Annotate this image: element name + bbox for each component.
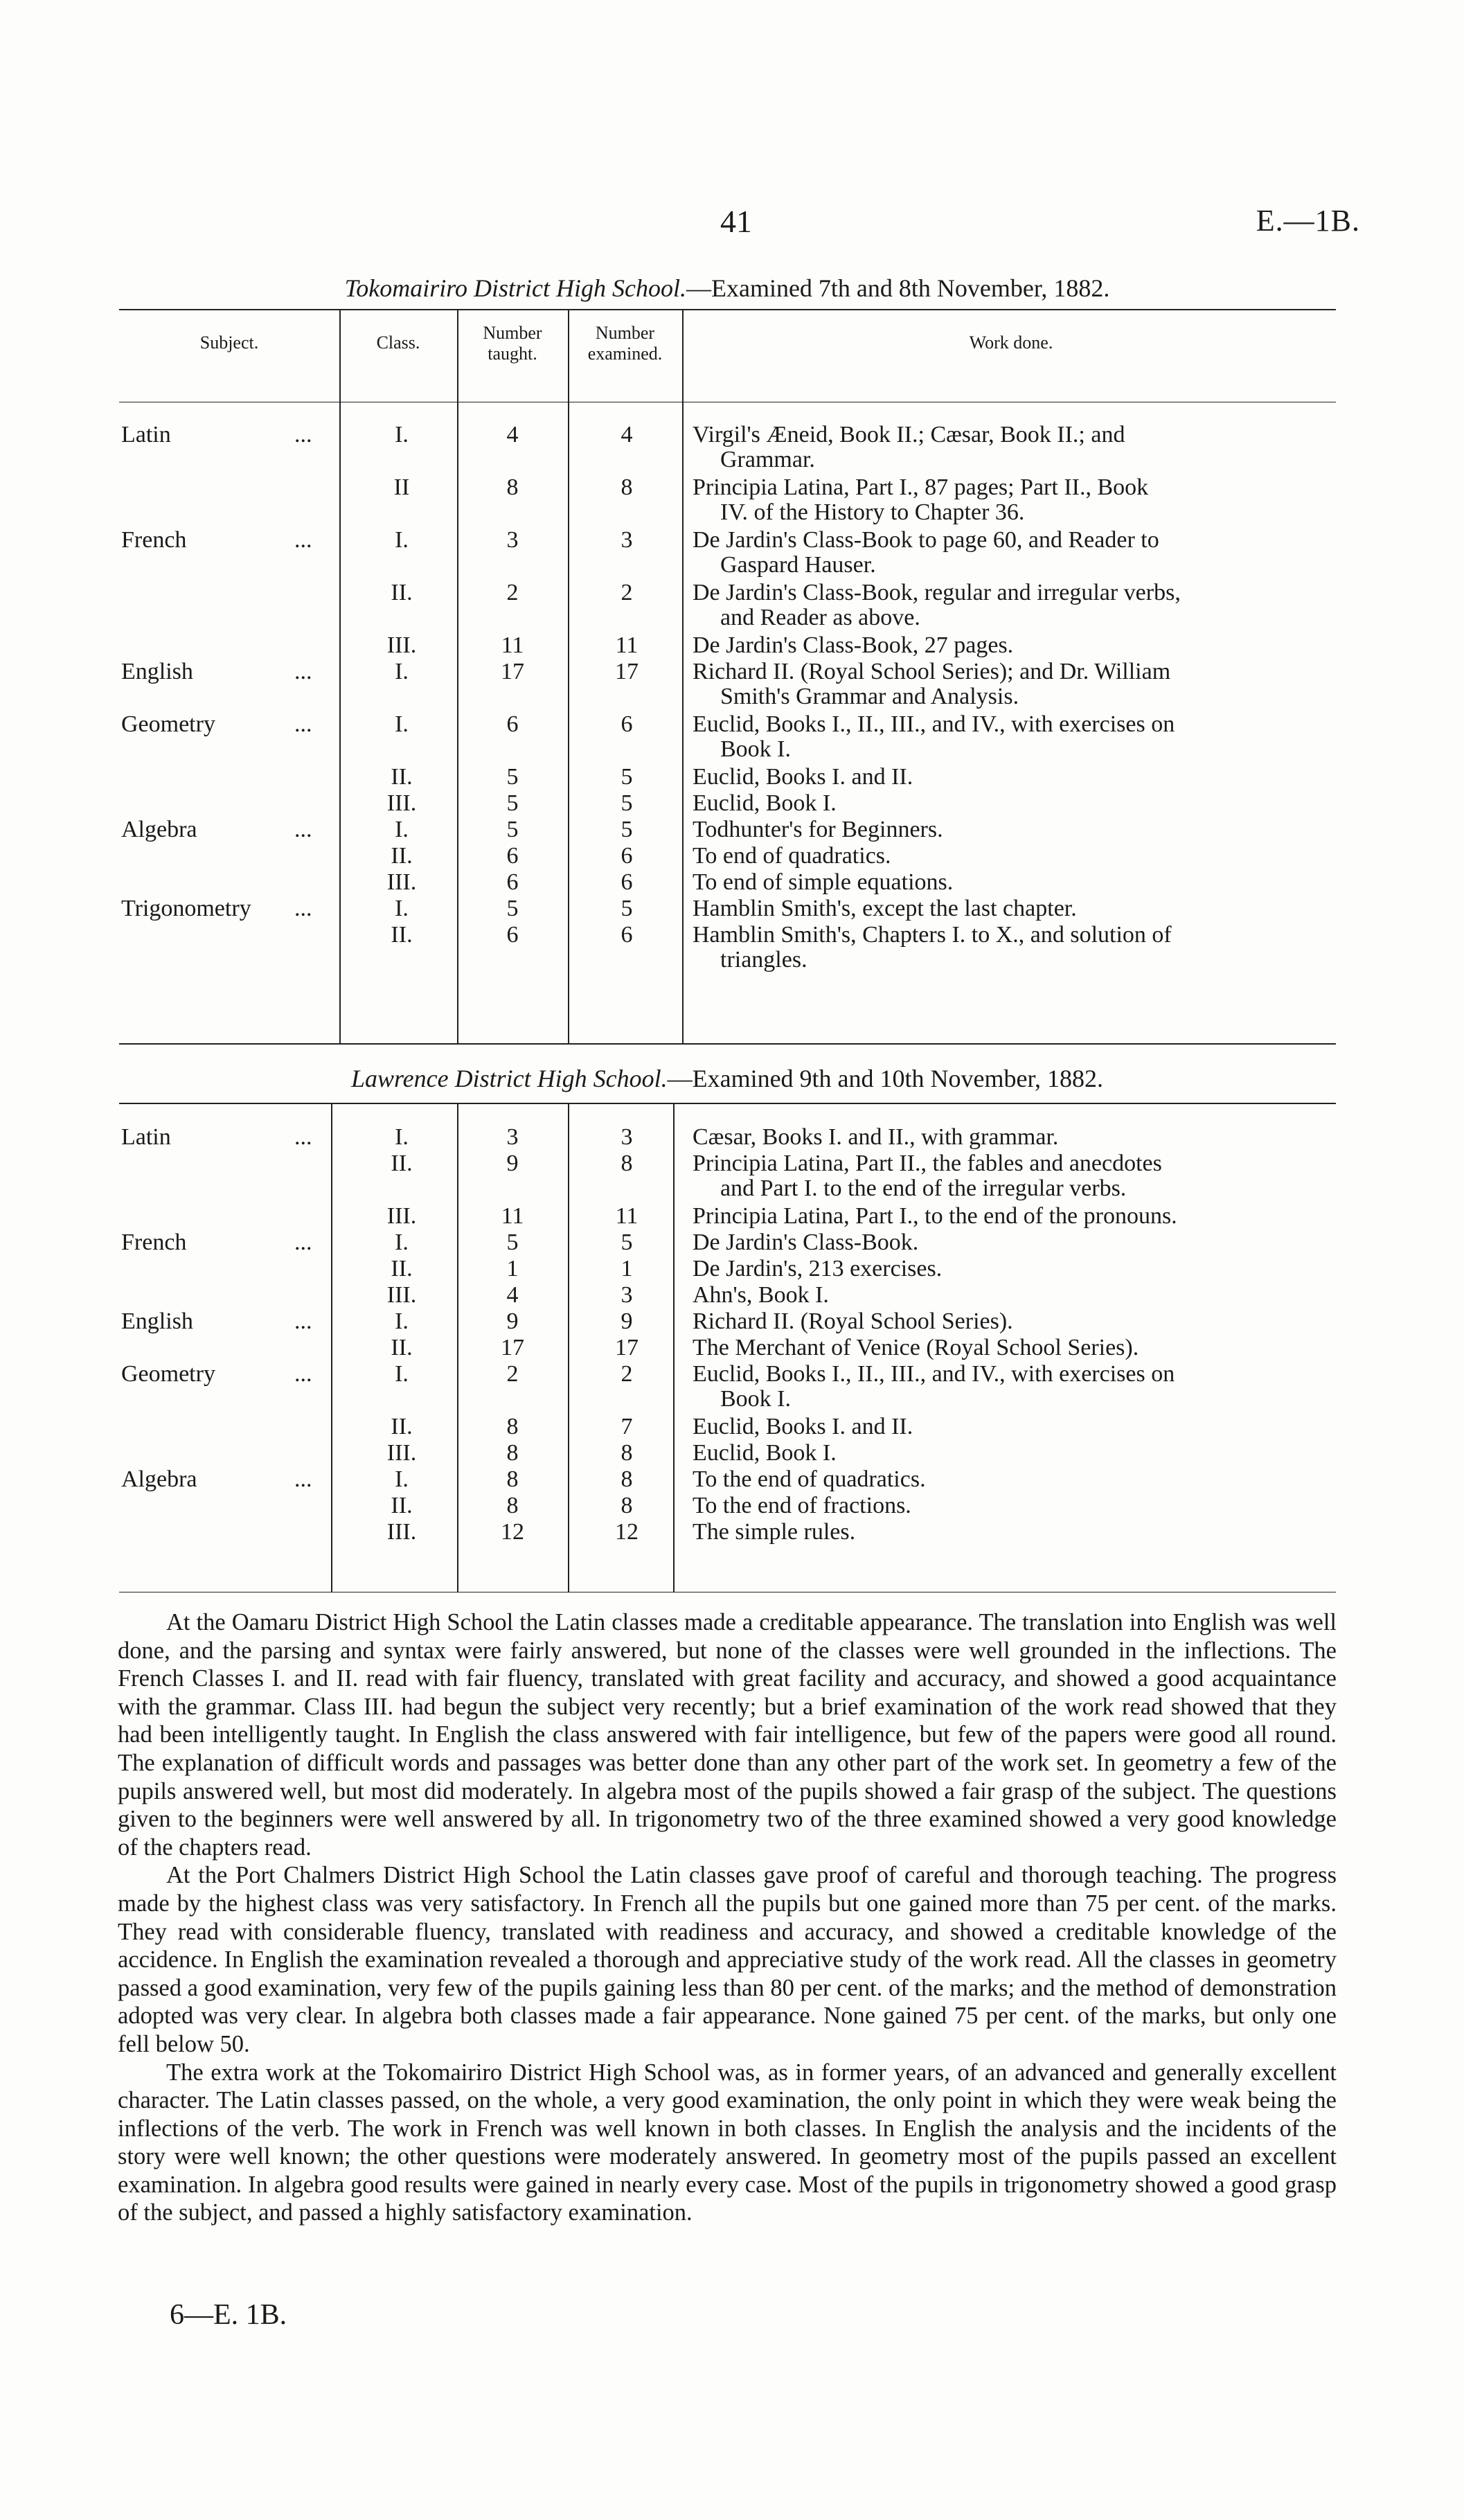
cell-number-taught: 17 xyxy=(501,659,524,684)
table-row xyxy=(0,1124,1464,1151)
cell-work-done: Euclid, Books I. and II. xyxy=(693,764,913,790)
cell-class: III. xyxy=(386,790,417,816)
cell-leader-dots: ... xyxy=(294,659,312,684)
cell-number-examined: 8 xyxy=(621,1440,633,1466)
cell-work-done: De Jardin's Class-Book to page 60, and Reader to xyxy=(693,527,1159,553)
cell-work-done: To end of simple equations. xyxy=(693,869,954,895)
cell-number-examined: 6 xyxy=(621,869,633,895)
cell-work-done: Principia Latina, Part I., 87 pages; Part II., Book xyxy=(693,474,1149,500)
cell-leader-dots: ... xyxy=(294,1230,312,1255)
cell-number-examined: 8 xyxy=(621,1466,633,1492)
cell-number-examined: 5 xyxy=(621,896,633,921)
cell-work-done: De Jardin's, 213 exercises. xyxy=(693,1256,943,1281)
table-row xyxy=(0,1466,1464,1493)
cell-subject: English xyxy=(121,1308,193,1334)
table2-top-rule xyxy=(119,1103,1336,1104)
cell-number-examined: 6 xyxy=(621,711,633,737)
cell-subject: Geometry xyxy=(121,1361,215,1387)
cell-work-done-continued: Smith's Grammar and Analysis. xyxy=(720,684,1019,709)
cell-number-examined: 11 xyxy=(615,1203,639,1229)
cell-number-examined: 17 xyxy=(615,659,639,684)
cell-number-examined: 3 xyxy=(621,527,633,553)
cell-leader-dots: ... xyxy=(294,1124,312,1150)
cell-subject: Latin xyxy=(121,1124,171,1150)
page-number: 41 xyxy=(720,204,752,239)
cell-number-examined: 9 xyxy=(621,1308,633,1334)
table-row xyxy=(0,842,1464,870)
cell-work-done: De Jardin's Class-Book, regular and irregular verbs, xyxy=(693,580,1181,605)
cell-class: I. xyxy=(395,527,409,553)
cell-class: II. xyxy=(391,1493,413,1518)
cell-work-done: Ahn's, Book I. xyxy=(693,1282,829,1308)
cell-number-examined: 8 xyxy=(621,1151,633,1176)
cell-class: II. xyxy=(391,1335,413,1360)
table-row xyxy=(0,1360,1464,1412)
cell-number-taught: 6 xyxy=(506,843,519,869)
cell-class: II. xyxy=(391,1256,413,1281)
table-row xyxy=(0,1413,1464,1441)
col-header-work-done: Work done. xyxy=(969,332,1053,353)
table-row xyxy=(0,1308,1464,1336)
col-header-class: Class. xyxy=(376,332,420,353)
table-row xyxy=(0,763,1464,791)
cell-subject: French xyxy=(121,1230,187,1255)
cell-number-taught: 9 xyxy=(506,1151,519,1176)
table1-school-name: Tokomairiro District High School. xyxy=(344,274,686,302)
cell-work-done: To the end of fractions. xyxy=(693,1493,911,1518)
cell-work-done-continued: Grammar. xyxy=(720,447,815,472)
cell-class: I. xyxy=(395,817,409,842)
cell-number-taught: 3 xyxy=(506,1124,519,1150)
cell-number-examined: 1 xyxy=(621,1256,633,1281)
report-text xyxy=(118,1608,1337,2227)
cell-class: I. xyxy=(395,1230,409,1255)
cell-subject: English xyxy=(121,659,193,684)
cell-work-done: Principia Latina, Part II., the fables and anecdotes xyxy=(693,1151,1162,1176)
cell-number-taught: 5 xyxy=(506,896,519,921)
cell-class: I. xyxy=(395,711,409,737)
table1-bottom-rule xyxy=(119,1043,1336,1045)
cell-subject: Algebra xyxy=(121,1466,197,1492)
cell-work-done-continued: triangles. xyxy=(720,947,807,973)
table2-caption xyxy=(118,1064,1337,1093)
table-row xyxy=(0,1203,1464,1230)
table-row xyxy=(0,921,1464,973)
cell-leader-dots: ... xyxy=(294,817,312,842)
cell-work-done: Hamblin Smith's, except the last chapter. xyxy=(693,896,1077,921)
cell-number-taught: 6 xyxy=(506,711,519,737)
cell-number-taught: 1 xyxy=(506,1256,519,1281)
cell-number-examined: 7 xyxy=(621,1414,633,1439)
cell-leader-dots: ... xyxy=(294,527,312,553)
table-row xyxy=(0,1334,1464,1362)
cell-number-examined: 5 xyxy=(621,764,633,790)
cell-work-done: Principia Latina, Part I., to the end of the pronouns. xyxy=(693,1203,1177,1229)
table-row xyxy=(0,711,1464,762)
paragraph-port-chalmers: At the Port Chalmers District High School the Latin classes gave proof of careful and thorough teaching. The progress made by the highest class was very satisfactory. In French all the pupils but one gained more than 75 per cent. of the marks. They read with considerable fluency, translated with readiness and accuracy, and showed a creditable knowledge of the accidence. In English the examination revealed a thorough and appreciative study of the work read. All the classes in geometry passed a good examination, very few of the pupils gaining less than 80 per cent. of the marks; and the method of demonstration adopted was very clear. In algebra both classes made a fair appearance. None gained 75 per cent. of the marks, but only one fell below 50. xyxy=(118,1862,1337,2057)
table-row xyxy=(0,1492,1464,1520)
cell-work-done: Hamblin Smith's, Chapters I. to X., and solution of xyxy=(693,922,1172,948)
cell-number-taught: 8 xyxy=(506,474,519,500)
cell-number-examined: 11 xyxy=(615,632,639,658)
cell-work-done: To end of quadratics. xyxy=(693,843,891,869)
table1-top-rule xyxy=(119,309,1336,310)
cell-number-examined: 8 xyxy=(621,474,633,500)
cell-number-examined: 5 xyxy=(621,790,633,816)
cell-work-done: Todhunter's for Beginners. xyxy=(693,817,943,842)
cell-leader-dots: ... xyxy=(294,711,312,737)
cell-number-taught: 3 xyxy=(506,527,519,553)
cell-number-taught: 8 xyxy=(506,1414,519,1439)
cell-work-done: Cæsar, Books I. and II., with grammar. xyxy=(693,1124,1059,1150)
cell-number-examined: 5 xyxy=(621,1230,633,1255)
table-row xyxy=(0,895,1464,923)
table-row xyxy=(0,1150,1464,1201)
cell-class: I. xyxy=(395,1308,409,1334)
cell-subject: Trigonometry xyxy=(121,896,251,921)
cell-work-done: The Merchant of Venice (Royal School Series). xyxy=(693,1335,1139,1360)
table-row xyxy=(0,869,1464,896)
cell-work-done-continued: Book I. xyxy=(720,1386,791,1412)
table-row xyxy=(0,1281,1464,1309)
cell-number-taught: 4 xyxy=(506,1282,519,1308)
table-row xyxy=(0,526,1464,578)
cell-work-done-continued: and Part I. to the end of the irregular verbs. xyxy=(720,1175,1127,1201)
cell-subject: Algebra xyxy=(121,817,197,842)
cell-number-taught: 5 xyxy=(506,790,519,816)
table1-caption xyxy=(118,274,1337,303)
cell-class: II. xyxy=(391,580,413,605)
cell-leader-dots: ... xyxy=(294,1466,312,1492)
cell-class: I. xyxy=(395,896,409,921)
cell-number-taught: 2 xyxy=(506,580,519,605)
cell-number-taught: 2 xyxy=(506,1361,519,1387)
cell-class: II. xyxy=(391,764,413,790)
cell-number-taught: 12 xyxy=(501,1519,524,1545)
cell-number-examined: 5 xyxy=(621,817,633,842)
cell-subject: Geometry xyxy=(121,711,215,737)
col-header-number-taught: Number taught. xyxy=(483,323,542,364)
cell-number-examined: 2 xyxy=(621,1361,633,1387)
cell-number-taught: 6 xyxy=(506,869,519,895)
table-row xyxy=(0,1518,1464,1546)
cell-work-done: Virgil's Æneid, Book II.; Cæsar, Book II.; and xyxy=(693,422,1125,447)
cell-work-done: Euclid, Books I., II., III., and IV., with exercises on xyxy=(693,711,1175,737)
cell-class: I. xyxy=(395,1361,409,1387)
cell-class: III. xyxy=(386,1519,417,1545)
table-row xyxy=(0,632,1464,659)
cell-number-examined: 8 xyxy=(621,1493,633,1518)
table-row xyxy=(0,579,1464,630)
cell-class: II. xyxy=(391,843,413,869)
cell-class: I. xyxy=(395,659,409,684)
cell-number-examined: 12 xyxy=(615,1519,639,1545)
table2-exam-dates: —Examined 9th and 10th November, 1882. xyxy=(667,1065,1104,1092)
cell-number-examined: 6 xyxy=(621,843,633,869)
cell-work-done-continued: and Reader as above. xyxy=(720,605,920,630)
table-row xyxy=(0,421,1464,472)
cell-number-examined: 6 xyxy=(621,922,633,948)
cell-number-taught: 5 xyxy=(506,817,519,842)
col-header-number-examined: Number examined. xyxy=(587,323,663,364)
cell-work-done: De Jardin's Class-Book. xyxy=(693,1230,919,1255)
table-row xyxy=(0,790,1464,817)
cell-subject: Latin xyxy=(121,422,171,447)
cell-work-done: Euclid, Book I. xyxy=(693,1440,837,1466)
table-row xyxy=(0,658,1464,709)
cell-work-done: Euclid, Book I. xyxy=(693,790,837,816)
cell-class: II. xyxy=(391,922,413,948)
cell-number-examined: 2 xyxy=(621,580,633,605)
table-row xyxy=(0,474,1464,525)
cell-number-taught: 11 xyxy=(501,1203,524,1229)
cell-class: II. xyxy=(391,1414,413,1439)
cell-number-taught: 17 xyxy=(501,1335,524,1360)
cell-work-done-continued: Gaspard Hauser. xyxy=(720,552,876,578)
table2-school-name: Lawrence District High School. xyxy=(350,1065,668,1092)
table-row xyxy=(0,1439,1464,1467)
table-row xyxy=(0,1255,1464,1283)
cell-subject: French xyxy=(121,527,187,553)
cell-class: III. xyxy=(386,632,417,658)
cell-number-taught: 5 xyxy=(506,764,519,790)
cell-number-taught: 8 xyxy=(506,1440,519,1466)
cell-number-examined: 4 xyxy=(621,422,633,447)
cell-number-taught: 11 xyxy=(501,632,524,658)
cell-leader-dots: ... xyxy=(294,1361,312,1387)
table-row xyxy=(0,1229,1464,1257)
cell-number-examined: 17 xyxy=(615,1335,639,1360)
cell-work-done: Richard II. (Royal School Series). xyxy=(693,1308,1013,1334)
cell-work-done-continued: IV. of the History to Chapter 36. xyxy=(720,499,1025,525)
cell-number-taught: 6 xyxy=(506,922,519,948)
cell-class: II. xyxy=(391,1151,413,1176)
paragraph-oamaru: At the Oamaru District High School the Latin classes made a creditable appearance. The translation into English was well done, and the parsing and syntax were fairly answered, but none of the classes were well grounded in the inflections. The French Classes I. and II. read with fair fluency, translated with great facility and accuracy, and showed a good acquaintance with the grammar. Class III. had begun the subject very recently; but a brief examination of the work read showed that they had been intelligently taught. In English the class answered with fair intelligence, but few of the papers were good all round. The explanation of difficult words and passages was better done than any other part of the work set. In geometry a few of the pupils answered well, but most did moderately. In algebra most of the pupils showed a fair grasp of the subject. The questions given to the beginners were well answered by all. In trigonometry two of the three examined showed a very good knowledge of the chapters read. xyxy=(118,1609,1337,1861)
cell-work-done: The simple rules. xyxy=(693,1519,856,1545)
cell-class: II xyxy=(393,474,410,500)
cell-number-examined: 3 xyxy=(621,1282,633,1308)
cell-work-done-continued: Book I. xyxy=(720,736,791,762)
cell-class: I. xyxy=(395,1124,409,1150)
cell-work-done: To the end of quadratics. xyxy=(693,1466,926,1492)
cell-work-done: Euclid, Books I., II., III., and IV., with exercises on xyxy=(693,1361,1175,1387)
cell-class: III. xyxy=(386,1440,417,1466)
cell-work-done: De Jardin's Class-Book, 27 pages. xyxy=(693,632,1014,658)
cell-number-taught: 9 xyxy=(506,1308,519,1334)
cell-work-done: Euclid, Books I. and II. xyxy=(693,1414,913,1439)
cell-number-taught: 5 xyxy=(506,1230,519,1255)
cell-class: I. xyxy=(395,1466,409,1492)
cell-work-done: Richard II. (Royal School Series); and Dr. William xyxy=(693,659,1171,684)
col-header-subject: Subject. xyxy=(199,332,259,353)
cell-number-taught: 8 xyxy=(506,1466,519,1492)
cell-number-examined: 3 xyxy=(621,1124,633,1150)
cell-leader-dots: ... xyxy=(294,1308,312,1334)
signature-mark: 6—E. 1B. xyxy=(170,2299,287,2331)
report-reference: E.—1B. xyxy=(1256,204,1360,238)
table1-exam-dates: —Examined 7th and 8th November, 1882. xyxy=(686,274,1110,302)
cell-number-taught: 4 xyxy=(506,422,519,447)
cell-leader-dots: ... xyxy=(294,896,312,921)
table-row xyxy=(0,816,1464,844)
cell-number-taught: 8 xyxy=(506,1493,519,1518)
cell-class: I. xyxy=(395,422,409,447)
cell-leader-dots: ... xyxy=(294,422,312,447)
cell-class: III. xyxy=(386,869,417,895)
paragraph-tokomairiro: The extra work at the Tokomairiro District High School was, as in former years, of an advanced and generally excellent character. The Latin classes passed, on the whole, a very good examination, the only point in which they were weak being the inflections of the verb. The work in French was well known in both classes. In English the analysis and the incidents of the story were well known; the other questions were moderately answered. In geometry most of the pupils passed an excellent examination. In algebra good results were gained in nearly every case. Most of the pupils in trigonometry showed a good grasp of the subject, and passed a highly satisfactory examination. xyxy=(118,2059,1337,2226)
cell-class: III. xyxy=(386,1282,417,1308)
cell-class: III. xyxy=(386,1203,417,1229)
